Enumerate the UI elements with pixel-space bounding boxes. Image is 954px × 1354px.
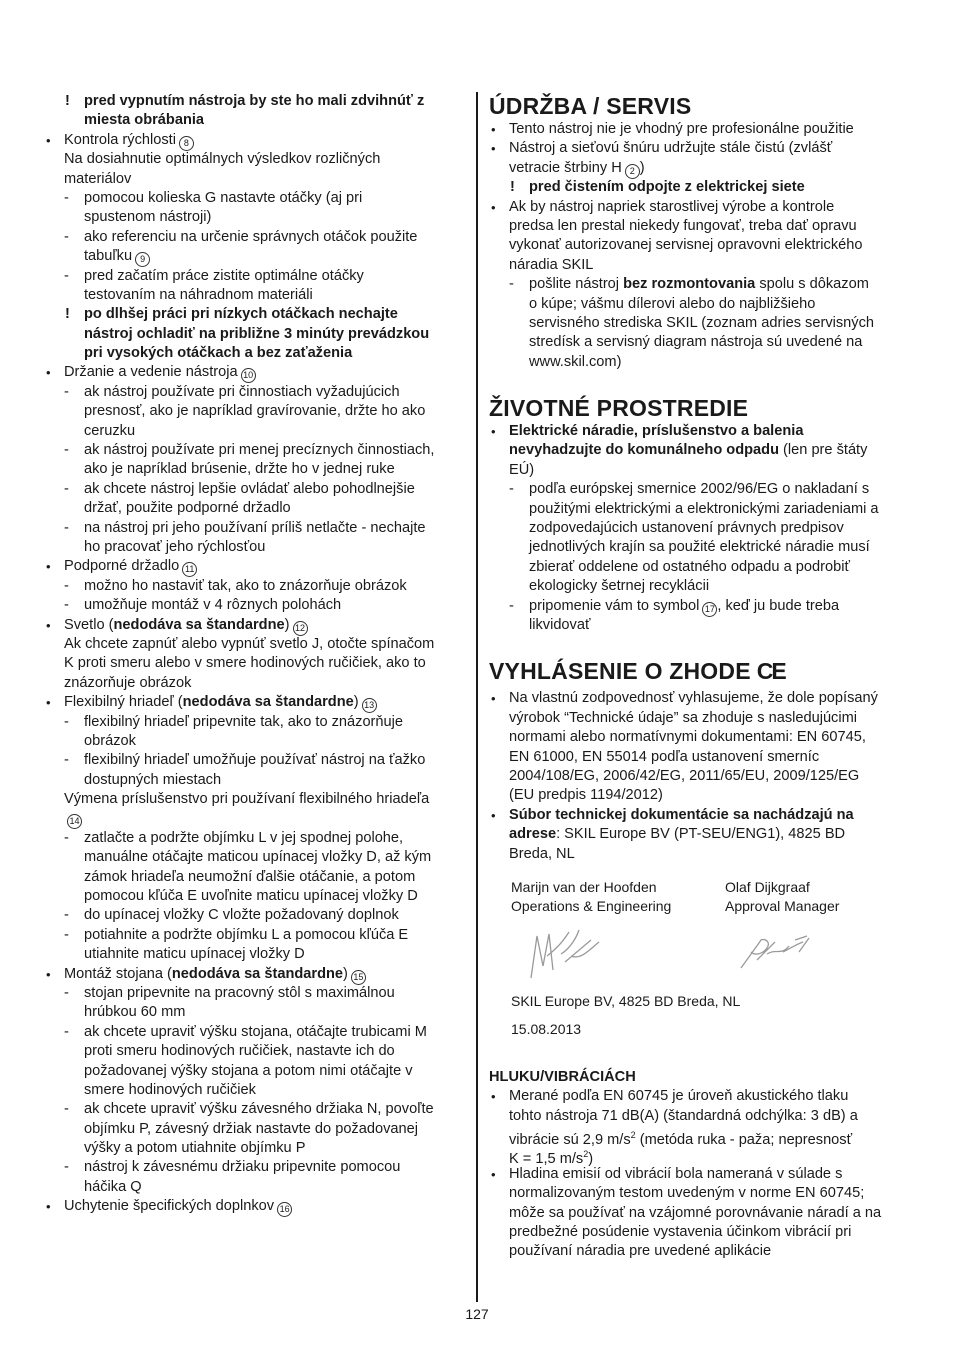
text-segment: do upínacej vložky C vložte požadovaný doplnok: [84, 907, 399, 924]
text-line: [44, 267, 466, 286]
text-segment: požadovanej výšky stojana a potom nimi otáčajte v: [84, 1062, 413, 1079]
figure-ref-number: 12: [293, 621, 308, 636]
text-segment: spustenom nástroji): [84, 209, 212, 226]
text-line: [489, 577, 911, 596]
figure-ref-number: 14: [67, 814, 82, 829]
text-line: [44, 538, 466, 557]
text-segment: ako referenciu na určenie správnych otáčok použite: [84, 228, 418, 245]
text-line: [44, 868, 466, 887]
text-segment: vetracie štrbiny H: [509, 159, 622, 176]
text-line: [44, 1158, 466, 1177]
text-line: [44, 1139, 466, 1158]
text-segment: EN 61000, EN 55014 podľa ustanovení smerníc: [509, 748, 820, 765]
text-line: [44, 1100, 466, 1119]
signatory-left-title: Operations & Engineering: [511, 898, 672, 915]
text-segment: nástroj ochladiť na približne 3 minúty prevádzkou: [84, 325, 430, 342]
text-line: [44, 189, 466, 208]
text-line: [44, 1003, 466, 1022]
text-segment: pripomenie vám to symbol: [529, 597, 700, 614]
text-line: [44, 829, 466, 848]
page-number: 127: [465, 1306, 489, 1322]
right-top-sections: [489, 92, 911, 864]
text-segment: Nástroj a sieťovú šnúru udržujte stále čistú (zvlášť: [509, 140, 833, 157]
text-line: [44, 1178, 466, 1197]
text-segment: ak chcete nástroj lepšie ovládať alebo pohodlnejšie: [84, 480, 415, 497]
declaration-date: 15.08.2013: [511, 1020, 582, 1037]
text-segment: o kúpe; vášmu dílerovi alebo do najbližšieho: [529, 295, 816, 312]
text-segment: (len pre štáty: [779, 442, 868, 459]
text-line: [44, 616, 466, 635]
text-segment: K proti smeru alebo v smere hodinových ručičiek, ako to: [64, 655, 426, 672]
text-line: [44, 751, 466, 770]
text-segment: zatlačte a podržte objímku L v jej spodnej polohe,: [84, 829, 404, 846]
figure-ref-number: 15: [351, 970, 366, 985]
text-line: [44, 635, 466, 654]
text-line: [489, 256, 911, 275]
figure-ref-number: 13: [362, 698, 377, 713]
text-segment: ): [639, 159, 645, 176]
text-segment: normalizovaným testom uvedeným v norme EN 60745;: [509, 1185, 865, 1202]
text-segment: výšky a potom utiahnite objímku P: [84, 1140, 306, 1157]
text-line: [489, 1107, 911, 1126]
text-line: [44, 383, 466, 402]
text-segment: ): [343, 965, 348, 982]
text-line: [44, 247, 466, 266]
text-segment: držať, použite podporné držadlo: [84, 500, 291, 517]
text-segment: podľa európskej smernice 2002/96/EG o nakladaní s: [529, 481, 870, 498]
text-segment: stredísk a servisný diagram nástroja sú uvedené na: [529, 334, 863, 351]
text-line: [489, 178, 911, 197]
text-segment: ak chcete upraviť výšku závesného držiaka N, povoľte: [84, 1101, 434, 1118]
text-segment: vykonať autorizovanej servisnej opravovni elektrického: [509, 237, 863, 254]
text-segment: Tento nástroj nie je vhodný pre profesionálne použitie: [509, 121, 854, 137]
text-segment: potiahnite a podržte objímku L a pomocou kľúča E: [84, 926, 409, 943]
text-segment: (metóda ruka - paža; nepresnosť: [635, 1131, 853, 1148]
text-segment: smere hodinových ručičiek: [84, 1081, 256, 1098]
text-segment: ŽIVOTNÉ PROSTREDIE: [489, 395, 749, 422]
text-line: [489, 295, 911, 314]
text-line: [489, 748, 911, 767]
text-segment: predsa len prestal niekedy fungovať, treba dať opravu: [509, 217, 857, 234]
text-segment: 2004/108/EG, 2006/42/EG, 2011/65/EU, 2009/125/EG: [509, 767, 860, 784]
text-line: [44, 984, 466, 1003]
text-segment: pred vypnutím nástroja by ste ho mali zdvihnúť z: [84, 93, 425, 109]
text-segment: miesta obrábania: [84, 112, 205, 129]
text-line: [489, 728, 911, 747]
text-segment: môže sa používať na vzájomné porovnávanie náradí a na: [509, 1204, 882, 1221]
text-line: [44, 848, 466, 867]
text-segment: obrázok: [84, 732, 136, 749]
text-line: [44, 577, 466, 596]
text-line: [44, 713, 466, 732]
text-segment: nedodáva sa štandardne: [182, 694, 354, 711]
text-segment: jednotlivých krajín sa použité elektrické náradie musí: [529, 539, 870, 556]
text-segment: Breda, NL: [509, 845, 575, 862]
signatory-left-name: Marijn van der Hoofden: [511, 878, 657, 895]
text-segment: náradia SKIL: [509, 256, 594, 273]
text-segment: ekologicky šetrnej recyklácii: [529, 578, 710, 595]
text-segment: flexibilný hriadeľ umožňuje používať nástroj na ťažko: [84, 752, 426, 769]
text-line: [489, 1087, 911, 1106]
text-segment: tabuľku: [84, 248, 133, 265]
text-line: [44, 654, 466, 673]
signature-right-image: [737, 930, 817, 974]
text-line: [489, 314, 911, 333]
section-heading: [489, 92, 911, 120]
text-segment: po dlhšej práci pri nízkych otáčkach nechajte: [84, 306, 398, 323]
text-segment: Elektrické náradie, príslušenstvo a balenia: [509, 423, 804, 440]
text-line: [44, 732, 466, 751]
text-segment: presnosť, ako je napríklad gravírovanie, držte ho ako: [84, 403, 426, 420]
text-segment: nevyhadzujte do komunálneho odpadu: [509, 442, 779, 459]
text-segment: Uchytenie špecifických doplnkov: [64, 1198, 275, 1215]
text-line: [44, 809, 466, 828]
text-segment: Montáž stojana (: [64, 965, 172, 982]
text-line: [44, 926, 466, 945]
text-line: [489, 422, 911, 441]
left-column: [44, 92, 466, 1217]
right-column: [489, 92, 911, 1262]
ce-mark-icon: CE: [756, 658, 785, 685]
text-segment: (EU predpis 1194/2012): [509, 787, 663, 804]
text-line: [489, 198, 911, 217]
text-line: [489, 1242, 911, 1261]
text-line: [489, 1126, 911, 1148]
text-line: [489, 786, 911, 805]
text-segment: možno ho nastaviť tak, ako to znázorňuje obrázok: [84, 577, 407, 594]
text-line: [489, 845, 911, 864]
text-segment: stojan pripevnite na pracovný stôl s maximálnou: [84, 984, 395, 1001]
text-line: [489, 1165, 911, 1184]
figure-ref-number: 17: [702, 602, 717, 617]
text-segment: umožňuje montáž v 4 rôznych polohách: [84, 597, 342, 614]
text-line: [489, 1145, 911, 1168]
text-segment: ako je napríklad brúsenie, držte ho v jednej ruke: [84, 461, 395, 478]
text-line: [489, 767, 911, 786]
text-segment: ak nástroj používate pri činnostiach vyžadujúcich: [84, 383, 400, 400]
text-line: [44, 519, 466, 538]
text-segment: , keď ju bude treba: [717, 597, 840, 614]
company-address: SKIL Europe BV, 4825 BD Breda, NL: [511, 992, 741, 1009]
text-segment: Výmena príslušenstvo pri používaní flexibilného hriadeľa: [64, 791, 430, 808]
text-segment: nástroj k závesnému držiaku pripevnite pomocou: [84, 1159, 401, 1176]
text-line: [489, 461, 911, 480]
text-line: [44, 1120, 466, 1139]
figure-ref-number: 8: [179, 136, 194, 151]
signature-block: [489, 878, 911, 1068]
text-segment: znázorňuje obrázok: [64, 674, 192, 691]
text-line: [489, 519, 911, 538]
text-segment: zbierať oddelene od ostatného odpadu a podrobiť: [529, 558, 850, 575]
text-segment: manuálne otáčajte maticou upínacej vložky D, až kým: [84, 849, 432, 866]
text-segment: adrese: [509, 826, 557, 843]
text-line: [44, 887, 466, 906]
text-line: [44, 557, 466, 576]
text-segment: predbežné posúdenie vystavenia účinkom vibrácií pri: [509, 1224, 852, 1241]
noise-vibration-section: [489, 1068, 911, 1262]
text-line: [489, 616, 911, 635]
text-segment: ÚDRŽBA / SERVIS: [489, 93, 692, 119]
text-segment: pošlite nástroj: [529, 276, 624, 293]
text-segment: materiálov: [64, 170, 132, 187]
text-line: [44, 1042, 466, 1061]
text-segment: likvidovať: [529, 616, 591, 633]
text-segment: Kontrola rýchlosti: [64, 131, 176, 148]
text-segment: hrúbkou 60 mm: [84, 1004, 186, 1021]
figure-ref-number: 2: [625, 164, 640, 179]
text-line: [44, 325, 466, 344]
text-segment: vibrácie sú 2,9 m/s: [509, 1131, 631, 1148]
text-line: [489, 709, 911, 728]
text-segment: pomocou kľúča E uvoľnite maticu upínacej vložky D: [84, 888, 418, 905]
text-line: [44, 1081, 466, 1100]
text-segment: 2: [630, 1130, 636, 1141]
text-line: [44, 402, 466, 421]
section-heading: [489, 657, 911, 685]
text-line: [44, 150, 466, 169]
text-line: [489, 441, 911, 460]
spacer: [489, 635, 911, 657]
text-segment: Flexibilný hriadeľ (: [64, 694, 183, 711]
text-line: [44, 906, 466, 925]
text-line: [489, 825, 911, 844]
text-line: [44, 305, 466, 324]
text-line: [489, 1204, 911, 1223]
text-line: [44, 422, 466, 441]
text-segment: pred začatím práce zistite optimálne otáčky: [84, 267, 364, 284]
text-line: [44, 92, 466, 111]
text-segment: flexibilný hriadeľ pripevnite tak, ako to znázorňuje: [84, 713, 404, 730]
text-segment: ): [353, 694, 359, 711]
text-segment: pri vysokých otáčkach a bez zaťaženia: [84, 345, 353, 362]
text-segment: 2: [583, 1149, 589, 1160]
text-segment: Držanie a vedenie nástroja: [64, 364, 238, 381]
text-line: [44, 596, 466, 615]
text-segment: VYHLÁSENIE O ZHODE: [489, 658, 751, 685]
signatory-right-name: Olaf Dijkgraaf: [725, 878, 810, 895]
text-segment: Ak chcete zapnúť alebo vypnúť svetlo J, otočte spínačom: [64, 635, 435, 652]
text-line: [44, 674, 466, 693]
text-segment: Hladina emisií od vibrácií bola nameraná v súlade s: [509, 1165, 843, 1182]
text-segment: HLUKU/VIBRÁCIÁCH: [489, 1068, 636, 1085]
text-line: [489, 806, 911, 825]
text-segment: dostupných miestach: [84, 771, 222, 788]
text-segment: na nástroj pri jeho používaní príliš netlačte - nechajte: [84, 519, 426, 536]
text-line: [489, 689, 911, 708]
figure-ref-number: 11: [182, 562, 197, 577]
text-segment: ceruzku: [84, 422, 136, 439]
text-segment: Ak by nástroj napriek starostlivej výrobe a kontrole: [509, 198, 835, 215]
text-segment: EÚ): [509, 461, 535, 478]
text-segment: proti smeru hodinových ručičiek, nastavte ich do: [84, 1043, 395, 1060]
text-segment: Merané podľa EN 60745 je úroveň akustického tlaku: [509, 1088, 849, 1105]
signatory-right-title: Approval Manager: [725, 898, 840, 915]
text-segment: utiahnite maticu upínacej vložky D: [84, 946, 305, 963]
text-segment: používaní náradia pre uvedené aplikácie: [509, 1243, 772, 1260]
text-segment: servisného strediska SKIL (zoznam adries servisných: [529, 314, 874, 331]
text-line: [44, 480, 466, 499]
text-segment: www.skil.com): [529, 353, 622, 370]
text-line: [44, 499, 466, 518]
subsection-heading: [489, 1068, 911, 1087]
text-line: [44, 208, 466, 227]
text-line: [489, 1223, 911, 1242]
text-line: [44, 228, 466, 247]
text-segment: Na dosiahnutie optimálnych výsledkov rozličných: [64, 151, 381, 168]
text-line: [44, 170, 466, 189]
text-line: [489, 236, 911, 255]
text-segment: normami alebo normatívnymi dokumentami: EN 60745,: [509, 729, 866, 746]
text-line: [44, 1197, 466, 1216]
text-line: [44, 111, 466, 130]
text-segment: K = 1,5 m/s: [509, 1151, 584, 1168]
text-segment: nedodáva sa štandardne: [113, 616, 285, 633]
text-line: [489, 120, 911, 139]
figure-ref-number: 16: [277, 1202, 292, 1217]
text-segment: ): [588, 1151, 594, 1168]
text-segment: výrobok “Technické údaje” sa zhoduje s nasledujúcimi: [509, 709, 857, 726]
text-line: [489, 159, 911, 178]
text-line: [44, 363, 466, 382]
text-line: [44, 771, 466, 790]
text-line: [44, 693, 466, 712]
text-line: [489, 275, 911, 294]
text-segment: nedodáva sa štandardne: [171, 965, 344, 982]
text-line: [489, 597, 911, 616]
text-segment: pred čistením odpojte z elektrickej siete: [529, 179, 805, 196]
text-segment: zámok hriadeľa neumožní ďalšie otáčanie, a potom: [84, 868, 416, 885]
text-segment: spolu s dôkazom: [755, 276, 869, 293]
text-line: [44, 441, 466, 460]
text-segment: objímku P, závesný držiak nastavte do požadovanej: [84, 1120, 418, 1137]
text-line: [489, 480, 911, 499]
text-segment: Na vlastnú zodpovednosť vyhlasujeme, že dole popísaný: [509, 690, 878, 707]
figure-ref-number: 9: [135, 252, 150, 267]
text-line: [44, 286, 466, 305]
text-segment: použitými elektrickými a elektronickými zariadeniami a: [529, 500, 879, 517]
text-segment: ho pracovať jeho rýchlosťou: [84, 538, 266, 555]
text-segment: testovaním na náhradnom materiáli: [84, 286, 313, 303]
text-segment: Svetlo (: [64, 616, 114, 633]
figure-ref-number: 10: [241, 368, 256, 383]
text-segment: háčika Q: [84, 1178, 142, 1195]
text-segment: tohto nástroja 71 dB(A) (štandardná odchýlka: 3 dB) a: [509, 1107, 858, 1124]
spacer: [489, 372, 911, 394]
text-segment: ak nástroj používate pri menej precíznych činnostiach,: [84, 442, 435, 459]
column-divider: [476, 92, 478, 1302]
text-line: [489, 500, 911, 519]
text-line: [489, 558, 911, 577]
text-segment: bez rozmontovania: [623, 276, 756, 293]
text-line: [489, 1184, 911, 1203]
text-line: [44, 965, 466, 984]
text-line: [489, 217, 911, 236]
section-heading: [489, 394, 911, 422]
text-line: [44, 460, 466, 479]
text-line: [489, 333, 911, 352]
text-segment: pomocou kolieska G nastavte otáčky (aj pri: [84, 189, 363, 206]
text-line: [489, 139, 911, 158]
text-line: [44, 945, 466, 964]
text-segment: ak chcete upraviť výšku stojana, otáčajte trubicami M: [84, 1023, 427, 1040]
signature-left-image: [525, 926, 605, 986]
text-line: [44, 1062, 466, 1081]
text-line: [489, 353, 911, 372]
text-line: [44, 790, 466, 809]
text-line: [44, 344, 466, 363]
text-line: [44, 131, 466, 150]
text-segment: Podporné držadlo: [64, 558, 180, 575]
text-segment: Súbor technickej dokumentácie sa nachádzajú na: [509, 806, 854, 823]
text-segment: ): [284, 616, 290, 633]
text-segment: zodpovedajúcich ustanovení právnych predpisov: [529, 520, 844, 537]
text-line: [489, 538, 911, 557]
text-segment: : SKIL Europe BV (PT-SEU/ENG1), 4825 BD: [556, 826, 846, 843]
text-line: [44, 1023, 466, 1042]
